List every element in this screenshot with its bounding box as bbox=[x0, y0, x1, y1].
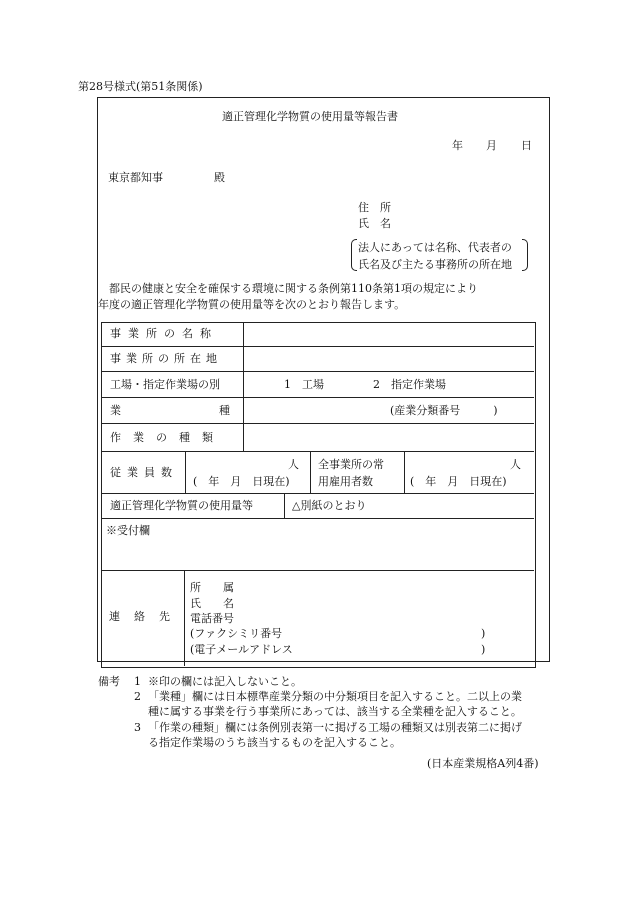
row-divider bbox=[101, 371, 534, 372]
all-employees-unit: 人 bbox=[510, 458, 521, 471]
contact-fax-close: ) bbox=[481, 627, 486, 640]
column-divider bbox=[404, 451, 405, 493]
row-divider bbox=[101, 570, 534, 571]
contact-email-close: ) bbox=[481, 643, 486, 656]
reporter-name-label: 氏 名 bbox=[358, 217, 391, 230]
note-bracket-right bbox=[522, 239, 528, 271]
label-usage: 適正管理化学物質の使用量等 bbox=[110, 499, 253, 512]
label-all-employees-line2: 用雇用者数 bbox=[318, 475, 373, 488]
industry-code: (産業分類番号 ) bbox=[390, 404, 498, 417]
row-divider bbox=[101, 397, 534, 398]
form-number: 第28号様式(第51条関係) bbox=[78, 80, 203, 93]
row-divider bbox=[101, 451, 534, 452]
statement-line2: 年度の適正管理化学物質の使用量等を次のとおり報告します。 bbox=[98, 298, 406, 311]
reporter-note-line1: 法人にあっては名称、代表者の bbox=[358, 241, 512, 254]
note-3-number: 3 bbox=[134, 721, 141, 734]
column-divider bbox=[185, 451, 186, 493]
date-month: 月 bbox=[486, 139, 497, 152]
note-3-line1: 「作業の種類」欄には条例別表第一に掲げる工場の種類又は別表第二に掲げ bbox=[148, 721, 522, 734]
contact-fax: (ファクシミリ番号 bbox=[190, 627, 283, 640]
note-3-line2: る指定作業場のうち該当するものを記入すること。 bbox=[148, 736, 401, 749]
column-divider bbox=[310, 451, 311, 493]
note-1-number: 1 bbox=[134, 675, 141, 688]
label-receipt: ※受付欄 bbox=[106, 524, 150, 537]
row-divider bbox=[101, 423, 534, 424]
label-employees: 従業員数 bbox=[110, 466, 178, 479]
facility-option-designated: 2 指定作業場 bbox=[373, 378, 446, 391]
statement-line1: 都民の健康と安全を確保する環境に関する条例第110条第1項の規定により bbox=[109, 282, 478, 295]
row-divider bbox=[101, 518, 534, 519]
note-1: ※印の欄には記入しないこと。 bbox=[148, 675, 302, 688]
label-all-employees-line1: 全事業所の常 bbox=[318, 458, 384, 471]
label-business-location: 事業所の所在地 bbox=[110, 352, 222, 365]
facility-option-factory: 1 工場 bbox=[284, 378, 324, 391]
addressee-honorific: 殿 bbox=[214, 171, 225, 184]
label-business-name: 事業所の名称 bbox=[110, 327, 218, 340]
usage-value: △別紙のとおり bbox=[292, 499, 367, 512]
employees-as-of: ( 年 月 日現在) bbox=[193, 475, 290, 488]
reporter-note-line2: 氏名及び主たる事務所の所在地 bbox=[358, 258, 512, 271]
addressee-name: 東京都知事 bbox=[108, 171, 163, 184]
column-divider bbox=[284, 493, 285, 518]
reporter-address-label: 住 所 bbox=[358, 201, 391, 214]
label-work-type: 作業の種類 bbox=[110, 431, 225, 444]
note-2-line2: 種に属する事業を行う事業所にあっては、該当する全業種を記入すること。 bbox=[148, 705, 522, 718]
contact-dept: 所 属 bbox=[190, 581, 234, 594]
note-2-line1: 「業種」欄には日本標準産業分類の中分類項目を記入すること。二以上の業 bbox=[148, 690, 522, 703]
note-2-number: 2 bbox=[134, 690, 141, 703]
contact-name: 氏 名 bbox=[190, 597, 234, 610]
footer-standard: (日本産業規格A列4番) bbox=[427, 757, 539, 770]
column-divider bbox=[243, 322, 244, 451]
form-title: 適正管理化学物質の使用量等報告書 bbox=[222, 110, 398, 123]
contact-email: (電子メールアドレス bbox=[190, 643, 293, 656]
contact-phone: 電話番号 bbox=[190, 612, 234, 625]
date-year: 年 bbox=[452, 139, 463, 152]
label-industry: 業種 bbox=[110, 404, 328, 417]
label-contact: 連絡先 bbox=[109, 610, 184, 623]
notes-heading: 備考 bbox=[98, 675, 120, 688]
note-bracket-left bbox=[351, 239, 357, 271]
label-facility-type: 工場・指定作業場の別 bbox=[110, 378, 220, 391]
row-divider bbox=[101, 346, 534, 347]
column-divider bbox=[184, 570, 185, 666]
date-day: 日 bbox=[521, 139, 532, 152]
all-employees-as-of: ( 年 月 日現在) bbox=[410, 475, 507, 488]
row-divider bbox=[101, 493, 534, 494]
employees-unit: 人 bbox=[288, 458, 299, 471]
